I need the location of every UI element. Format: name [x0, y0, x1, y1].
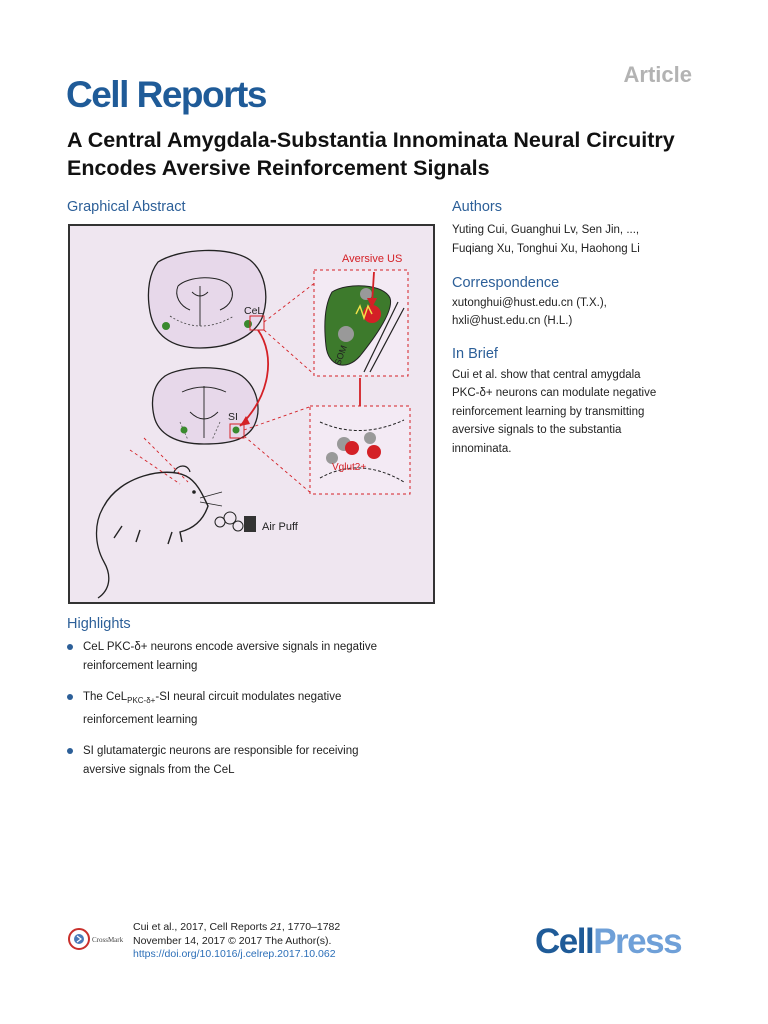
graphical-abstract-figure	[68, 224, 435, 604]
brain-section-upper	[148, 250, 265, 348]
si-label: SI	[228, 411, 238, 423]
air-puff-label: Air Puff	[262, 521, 298, 533]
in-brief-line: aversive signals to the substantia	[452, 424, 622, 436]
graphical-abstract-heading: Graphical Abstract	[67, 199, 186, 215]
article-title: A Central Amygdala-Substantia Innominata Neural Circuitry Encodes Aversive Reinforcement Signals	[67, 128, 675, 180]
si-inset	[310, 406, 410, 494]
highlights-heading: Highlights	[67, 616, 131, 632]
correspondence-heading: Correspondence	[452, 275, 560, 291]
brain-section-lower	[152, 368, 258, 444]
aversive-us-label: Aversive US	[342, 253, 403, 265]
in-brief-heading: In Brief	[452, 346, 498, 362]
correspondence-email-1[interactable]: xutonghui@hust.edu.cn (T.X.),	[452, 297, 607, 309]
vglut2-label: Vglut2+	[332, 462, 367, 473]
correspondence-email-2[interactable]: hxli@hust.edu.cn (H.L.)	[452, 315, 573, 327]
crossmark-icon	[68, 927, 132, 951]
authors-heading: Authors	[452, 199, 502, 215]
highlight-item: CeL PKC-δ+ neurons encode aversive signals in negative reinforcement learning	[67, 638, 437, 675]
cel-inset	[314, 253, 408, 376]
author-line-2: Fuqiang Xu, Tonghui Xu, Haohong Li	[452, 243, 640, 255]
cel-label: CeL	[244, 305, 264, 317]
graphical-abstract-diagram	[70, 226, 433, 602]
bullet-icon	[67, 694, 73, 700]
som-label: SOM	[332, 343, 349, 367]
journal-logo: Cell Reports	[66, 74, 266, 115]
highlights-list	[67, 638, 437, 792]
bullet-icon	[67, 644, 73, 650]
citation-line-2: November 14, 2017 © 2017 The Author(s).	[133, 934, 332, 947]
cellpress-logo: CellPress	[535, 922, 682, 961]
article-type-tag: Article	[623, 62, 692, 87]
doi-link[interactable]: https://doi.org/10.1016/j.celrep.2017.10.062	[133, 948, 336, 960]
in-brief-line: PKC-δ+ neurons can modulate negative	[452, 387, 657, 399]
citation-line-1: Cui et al., 2017, Cell Reports 21, 1770–1782	[133, 921, 341, 933]
mouse-drawing	[97, 438, 223, 598]
author-line-1: Yuting Cui, Guanghui Lv, Sen Jin, ...,	[452, 224, 640, 236]
bullet-icon	[67, 748, 73, 754]
in-brief-line: Cui et al. show that central amygdala	[452, 369, 641, 381]
in-brief-line: reinforcement learning by transmitting	[452, 406, 645, 418]
crossmark-label: CrossMark	[92, 936, 124, 944]
air-puff-device	[215, 512, 299, 533]
in-brief-line: innominata.	[452, 443, 512, 455]
crossmark-badge[interactable]	[68, 927, 132, 956]
highlight-item: The CeL$_{PKC-\delta+}$-SI neural circuit modulates negative reinforcement learning	[67, 688, 437, 729]
highlight-item: SI glutamatergic neurons are responsible for receiving aversive signals from the CeL	[67, 742, 437, 779]
citation-block	[133, 921, 340, 962]
